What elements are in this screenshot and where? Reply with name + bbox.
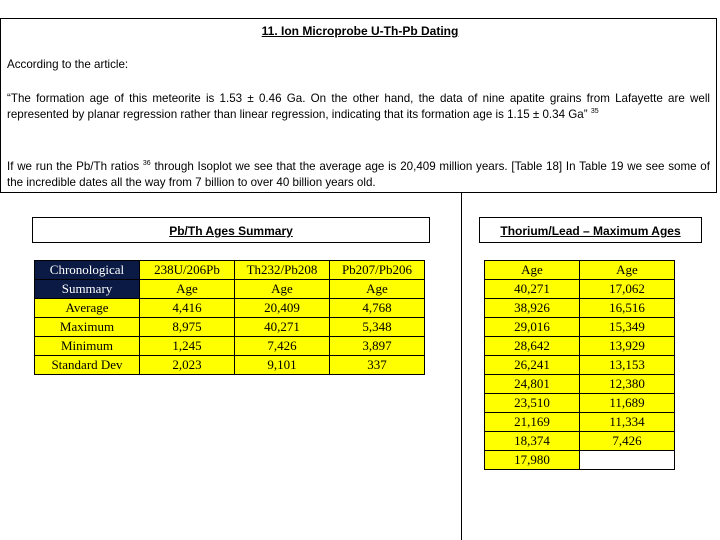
table-row: [35, 337, 425, 356]
cell: 4,768: [330, 299, 425, 318]
isoplot-paragraph: [7, 159, 710, 191]
cell: 17,062: [580, 280, 675, 299]
summary-heading: Pb/Th Ages Summary: [32, 217, 430, 243]
row-label: Minimum: [35, 337, 140, 356]
cell: 15,349: [580, 318, 675, 337]
row-label: Summary: [35, 280, 140, 299]
table-row: [485, 280, 675, 299]
quote-text: “The formation age of this meteorite is 1.53 ± 0.46 Ga. On the other hand, the data of nine apatite grains from Lafayette are well represented by planar regression rather than linear regression, indicating that its formation age is 1.15 ± 0.34 Ga”: [7, 92, 710, 121]
cell: 29,016: [485, 318, 580, 337]
table-row: [35, 318, 425, 337]
cell: 13,929: [580, 337, 675, 356]
cell: 28,642: [485, 337, 580, 356]
cell: 1,245: [140, 337, 235, 356]
section-title: 11. Ion Microprobe U-Th-Pb Dating: [261, 24, 459, 38]
cell: 18,374: [485, 432, 580, 451]
row-label: Chronological: [35, 261, 140, 280]
column-header: Age: [580, 261, 675, 280]
table-row: [485, 375, 675, 394]
table-row: [485, 394, 675, 413]
cell: 26,241: [485, 356, 580, 375]
empty-cell: [580, 451, 675, 470]
column-header: Th232/Pb208: [235, 261, 330, 280]
column-header: Pb207/Pb206: [330, 261, 425, 280]
cell: 3,897: [330, 337, 425, 356]
intro-text: According to the article:: [7, 58, 129, 71]
table-row: [485, 299, 675, 318]
table-row: [35, 261, 425, 280]
table-row: [485, 451, 675, 470]
table-row: [35, 280, 425, 299]
quote-footnote: 35: [590, 108, 599, 116]
isoplot-text-b: through Isoplot we see that the average age is 20,409 million years. [Table 18] In Table 19 we see some of the incredible dates all the way from 7 billion to over 40 billion years old.: [7, 160, 710, 189]
column-divider: [461, 193, 462, 540]
table-row: [35, 356, 425, 375]
maxages-table: [484, 260, 675, 470]
cell: 2,023: [140, 356, 235, 375]
isoplot-text-a: If we run the Pb/Th ratios: [7, 160, 140, 173]
table-row: [485, 356, 675, 375]
table-row: [485, 413, 675, 432]
cell: 23,510: [485, 394, 580, 413]
cell: 13,153: [580, 356, 675, 375]
cell: 20,409: [235, 299, 330, 318]
cell: 12,380: [580, 375, 675, 394]
cell: 7,426: [235, 337, 330, 356]
cell: 16,516: [580, 299, 675, 318]
isoplot-footnote: 36: [142, 160, 151, 168]
cell: 9,101: [235, 356, 330, 375]
table-row: [485, 337, 675, 356]
cell: 40,271: [235, 318, 330, 337]
column-subheader: Age: [140, 280, 235, 299]
row-label: Standard Dev: [35, 356, 140, 375]
summary-table: [34, 260, 425, 375]
column-header: 238U/206Pb: [140, 261, 235, 280]
quote-paragraph: [7, 91, 710, 123]
cell: 8,975: [140, 318, 235, 337]
cell: 5,348: [330, 318, 425, 337]
table-row: [485, 432, 675, 451]
cell: 24,801: [485, 375, 580, 394]
table-row: [485, 261, 675, 280]
cell: 21,169: [485, 413, 580, 432]
cell: 7,426: [580, 432, 675, 451]
cell: 11,689: [580, 394, 675, 413]
cell: 11,334: [580, 413, 675, 432]
maxages-heading: Thorium/Lead – Maximum Ages: [479, 217, 702, 243]
row-label: Average: [35, 299, 140, 318]
cell: 4,416: [140, 299, 235, 318]
column-subheader: Age: [235, 280, 330, 299]
column-header: Age: [485, 261, 580, 280]
cell: 17,980: [485, 451, 580, 470]
cell: 337: [330, 356, 425, 375]
column-subheader: Age: [330, 280, 425, 299]
table-row: [485, 318, 675, 337]
cell: 40,271: [485, 280, 580, 299]
cell: 38,926: [485, 299, 580, 318]
table-row: [35, 299, 425, 318]
row-label: Maximum: [35, 318, 140, 337]
